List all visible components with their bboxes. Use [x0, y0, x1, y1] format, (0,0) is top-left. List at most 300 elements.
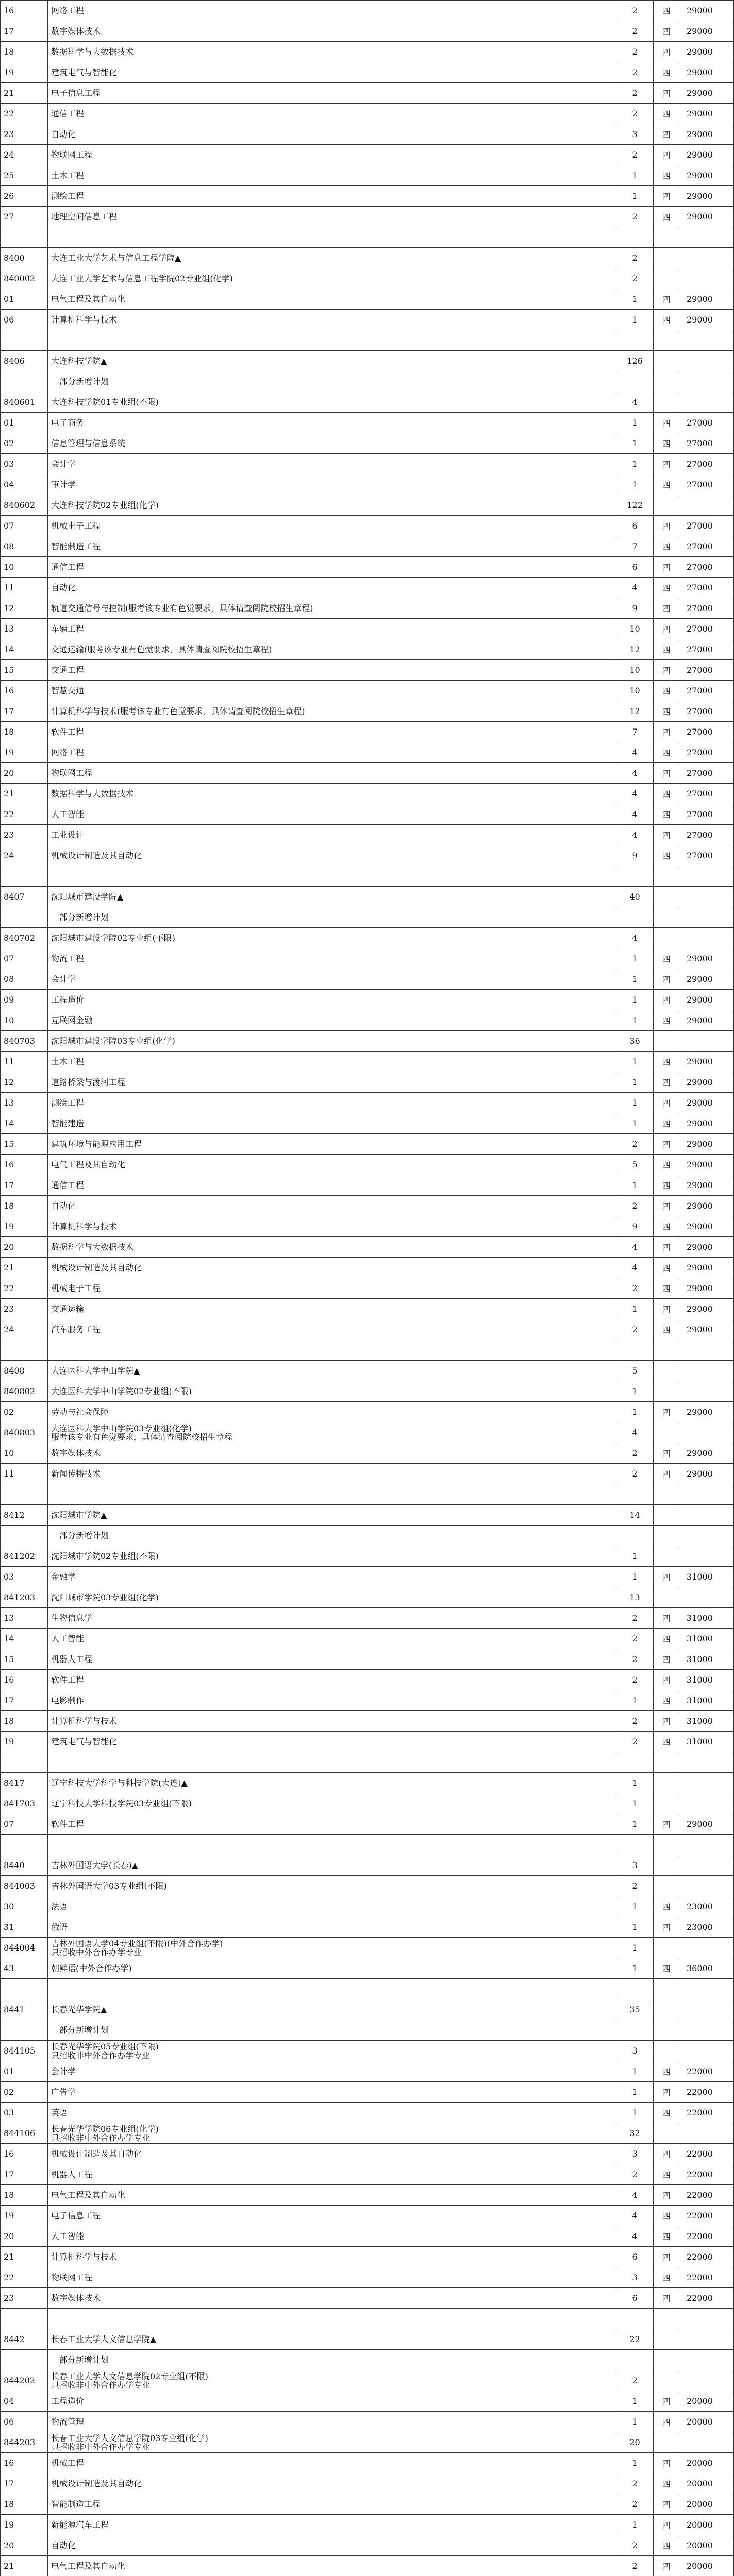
- table-row: [1, 1072, 734, 1093]
- row-fee: 27000: [679, 784, 734, 804]
- row-count: 4: [616, 1422, 654, 1443]
- row-name: 物联网工程: [47, 763, 616, 784]
- row-name: 自动化: [47, 578, 616, 598]
- row-fee: 31000: [679, 1670, 734, 1690]
- row-years: 四: [654, 2535, 679, 2556]
- table-row: [1, 268, 734, 289]
- row-fee: 29000: [679, 207, 734, 227]
- row-count: 1: [616, 1958, 654, 1979]
- row-code: 17: [1, 2473, 48, 2494]
- row-fee: 29000: [679, 62, 734, 83]
- row-years: 四: [654, 784, 679, 804]
- row-code: 840703: [1, 1031, 48, 1052]
- row-code: 13: [1, 619, 48, 639]
- row-code: 01: [1, 289, 48, 310]
- row-name: 机器人工程: [47, 2164, 616, 2185]
- row-count: 32: [616, 2123, 654, 2144]
- row-count: [616, 2020, 654, 2041]
- row-name: 网络工程: [47, 1, 616, 21]
- row-name: 沈阳城市学院03专业组(化学): [47, 1587, 616, 1608]
- row-count: 4: [616, 2185, 654, 2206]
- row-years: 四: [654, 1299, 679, 1319]
- row-years: [654, 248, 679, 268]
- row-years: 四: [654, 990, 679, 1010]
- row-code: 16: [1, 1, 48, 21]
- row-years: [654, 1938, 679, 1958]
- row-name: 辽宁科技大学科学与科技学院(大连)▲: [47, 1773, 616, 1793]
- row-code: 43: [1, 1958, 48, 1979]
- row-count: 1: [616, 2453, 654, 2473]
- row-years: 四: [654, 1917, 679, 1938]
- row-fee: 27000: [679, 845, 734, 866]
- row-fee: 29000: [679, 42, 734, 62]
- row-years: 四: [654, 1402, 679, 1422]
- row-name: 电气工程及其自动化: [47, 2185, 616, 2206]
- row-count: 35: [616, 1999, 654, 2020]
- table-row: [1, 1855, 734, 1876]
- table-row: [1, 2020, 734, 2041]
- row-fee: 29000: [679, 1258, 734, 1278]
- table-row: [1, 2226, 734, 2247]
- row-count: 7: [616, 722, 654, 742]
- row-name: 审计学: [47, 474, 616, 495]
- row-name: 广告学: [47, 2082, 616, 2103]
- table-row: [1, 454, 734, 474]
- row-count: 2: [616, 42, 654, 62]
- row-count: [616, 2350, 654, 2370]
- row-count: [616, 907, 654, 928]
- row-name: 机械电子工程: [47, 516, 616, 536]
- row-name: 长春工业大学人文信息学院03专业组(化学) 只招收非中外合作办学专业: [47, 2432, 616, 2453]
- row-code: 22: [1, 2267, 48, 2288]
- row-name: 沈阳城市建设学院03专业组(化学): [47, 1031, 616, 1052]
- row-count: 2: [616, 1649, 654, 1670]
- table-spacer-row: [1, 1835, 734, 1855]
- table-row: [1, 2453, 734, 2473]
- row-fee: 29000: [679, 1237, 734, 1258]
- row-name: 长春光华学院▲: [47, 1999, 616, 2020]
- row-years: [654, 371, 679, 392]
- row-count: 126: [616, 351, 654, 371]
- row-fee: 29000: [679, 1319, 734, 1340]
- row-years: 四: [654, 1608, 679, 1629]
- row-count: 4: [616, 392, 654, 413]
- row-code: 18: [1, 2494, 48, 2515]
- row-fee: 29000: [679, 21, 734, 42]
- row-years: [654, 1422, 679, 1443]
- row-code: 16: [1, 2453, 48, 2473]
- row-count: 36: [616, 1031, 654, 1052]
- row-years: 四: [654, 2185, 679, 2206]
- row-years: 四: [654, 619, 679, 639]
- row-years: 四: [654, 681, 679, 701]
- row-name: 数据科学与大数据技术: [47, 1237, 616, 1258]
- row-count: 2: [616, 268, 654, 289]
- row-count: 2: [616, 1278, 654, 1299]
- row-count: 9: [616, 598, 654, 619]
- row-fee: 27000: [679, 474, 734, 495]
- row-name: 物联网工程: [47, 2267, 616, 2288]
- table-row: [1, 124, 734, 145]
- spacer-cell: [654, 1835, 679, 1855]
- row-fee: 29000: [679, 1814, 734, 1835]
- row-name: 建筑电气与智能化: [47, 1732, 616, 1752]
- row-years: 四: [654, 186, 679, 207]
- row-fee: 20000: [679, 2391, 734, 2412]
- row-count: 2: [616, 62, 654, 83]
- row-years: 四: [654, 2226, 679, 2247]
- row-years: 四: [654, 2144, 679, 2164]
- row-fee: 27000: [679, 742, 734, 763]
- spacer-cell: [679, 227, 734, 248]
- row-code: 840002: [1, 268, 48, 289]
- spacer-cell: [47, 866, 616, 887]
- row-fee: 27000: [679, 413, 734, 433]
- table-row: [1, 1381, 734, 1402]
- row-count: 13: [616, 1587, 654, 1608]
- row-code: 02: [1, 433, 48, 454]
- row-years: 四: [654, 2247, 679, 2267]
- row-name: 自动化: [47, 2535, 616, 2556]
- table-row: [1, 1938, 734, 1958]
- table-row: [1, 557, 734, 578]
- spacer-cell: [616, 1752, 654, 1773]
- spacer-cell: [1, 227, 48, 248]
- row-count: 1: [616, 1113, 654, 1134]
- row-code: 01: [1, 2061, 48, 2082]
- row-fee: [679, 268, 734, 289]
- row-fee: [679, 1546, 734, 1567]
- row-fee: 29000: [679, 289, 734, 310]
- row-fee: [679, 1587, 734, 1608]
- row-name: 人工智能: [47, 2226, 616, 2247]
- row-count: 2: [616, 2494, 654, 2515]
- row-code: 11: [1, 1052, 48, 1072]
- row-years: [654, 887, 679, 907]
- table-row: [1, 2185, 734, 2206]
- row-name: 智能制造工程: [47, 2494, 616, 2515]
- row-code: 07: [1, 1814, 48, 1835]
- table-row: [1, 1464, 734, 1484]
- table-row: [1, 1299, 734, 1319]
- row-name: 大连医科大学中山学院▲: [47, 1361, 616, 1381]
- row-count: 4: [616, 825, 654, 845]
- spacer-cell: [654, 1752, 679, 1773]
- spacer-cell: [47, 1835, 616, 1855]
- row-years: 四: [654, 1567, 679, 1587]
- table-row: [1, 165, 734, 186]
- row-fee: 27000: [679, 681, 734, 701]
- row-code: 18: [1, 2185, 48, 2206]
- row-name: 交通运输: [47, 1299, 616, 1319]
- row-code: [1, 2350, 48, 2370]
- row-count: 2: [616, 248, 654, 268]
- row-code: 17: [1, 1175, 48, 1196]
- row-name: 部分新增计划: [47, 1526, 616, 1546]
- row-years: 四: [654, 310, 679, 330]
- row-years: 四: [654, 1134, 679, 1155]
- table-row: [1, 104, 734, 124]
- row-count: 1: [616, 1299, 654, 1319]
- table-row: [1, 1175, 734, 1196]
- row-name: 机械电子工程: [47, 1278, 616, 1299]
- spacer-cell: [616, 1979, 654, 1999]
- row-code: 16: [1, 1155, 48, 1175]
- row-fee: 27000: [679, 536, 734, 557]
- row-fee: 29000: [679, 1155, 734, 1175]
- row-years: [654, 1587, 679, 1608]
- row-fee: [679, 2350, 734, 2370]
- row-years: 四: [654, 2556, 679, 2576]
- row-name: 软件工程: [47, 722, 616, 742]
- row-fee: 29000: [679, 1175, 734, 1196]
- table-row: [1, 1690, 734, 1711]
- spacer-cell: [47, 1752, 616, 1773]
- row-fee: [679, 2370, 734, 2391]
- row-name: 大连科技学院▲: [47, 351, 616, 371]
- row-count: 2: [616, 1443, 654, 1464]
- row-count: 2: [616, 1876, 654, 1896]
- row-name: 地理空间信息工程: [47, 207, 616, 227]
- row-code: 26: [1, 186, 48, 207]
- spacer-cell: [1, 1752, 48, 1773]
- row-code: 04: [1, 2391, 48, 2412]
- row-code: 19: [1, 2515, 48, 2535]
- table-row: [1, 413, 734, 433]
- table-row: [1, 804, 734, 825]
- row-name: 会计学: [47, 969, 616, 990]
- row-years: [654, 1505, 679, 1526]
- row-years: 四: [654, 1010, 679, 1031]
- row-years: 四: [654, 165, 679, 186]
- row-name: 生物信息学: [47, 1608, 616, 1629]
- table-spacer-row: [1, 1484, 734, 1505]
- row-years: 四: [654, 413, 679, 433]
- row-code: 12: [1, 1072, 48, 1093]
- row-fee: [679, 2329, 734, 2350]
- row-fee: 27000: [679, 578, 734, 598]
- row-fee: 22000: [679, 2061, 734, 2082]
- row-name: 数字媒体技术: [47, 2288, 616, 2309]
- table-row: [1, 1917, 734, 1938]
- row-count: 1: [616, 186, 654, 207]
- row-name: 数据科学与大数据技术: [47, 784, 616, 804]
- row-name: 数字媒体技术: [47, 21, 616, 42]
- row-count: 6: [616, 2247, 654, 2267]
- row-count: 1: [616, 1010, 654, 1031]
- row-years: 四: [654, 1155, 679, 1175]
- row-code: 840702: [1, 928, 48, 948]
- row-code: 01: [1, 413, 48, 433]
- row-years: [654, 1793, 679, 1814]
- table-row: [1, 1010, 734, 1031]
- row-fee: 27000: [679, 722, 734, 742]
- row-code: 24: [1, 845, 48, 866]
- table-row: [1, 83, 734, 104]
- row-code: 841703: [1, 1793, 48, 1814]
- row-count: 1: [616, 1175, 654, 1196]
- row-years: 四: [654, 1196, 679, 1216]
- row-count: 2: [616, 1732, 654, 1752]
- table-row: [1, 1402, 734, 1422]
- row-code: 18: [1, 42, 48, 62]
- table-row: [1, 2515, 734, 2535]
- row-code: [1, 907, 48, 928]
- row-name: 车辆工程: [47, 619, 616, 639]
- row-years: [654, 268, 679, 289]
- spacer-cell: [654, 1340, 679, 1361]
- row-count: 5: [616, 1361, 654, 1381]
- row-name: 大连工业大学艺术与信息工程学院▲: [47, 248, 616, 268]
- spacer-cell: [679, 866, 734, 887]
- row-name: 长春光华学院06专业组(化学) 只招收非中外合作办学专业: [47, 2123, 616, 2144]
- spacer-cell: [47, 1340, 616, 1361]
- row-fee: [679, 1938, 734, 1958]
- table-row: [1, 2391, 734, 2412]
- row-code: 15: [1, 1649, 48, 1670]
- row-code: 840601: [1, 392, 48, 413]
- row-fee: 27000: [679, 557, 734, 578]
- row-code: 21: [1, 784, 48, 804]
- row-name: 数据科学与大数据技术: [47, 42, 616, 62]
- row-name: 土木工程: [47, 1052, 616, 1072]
- table-spacer-row: [1, 866, 734, 887]
- row-fee: 29000: [679, 1443, 734, 1464]
- table-row: [1, 1196, 734, 1216]
- row-fee: [679, 1793, 734, 1814]
- row-count: 6: [616, 516, 654, 536]
- row-code: 19: [1, 2206, 48, 2226]
- row-code: 21: [1, 1258, 48, 1278]
- table-row: [1, 1155, 734, 1175]
- row-count: 1: [616, 165, 654, 186]
- row-years: 四: [654, 2453, 679, 2473]
- table-row: [1, 536, 734, 557]
- row-years: 四: [654, 536, 679, 557]
- row-years: 四: [654, 2267, 679, 2288]
- row-years: [654, 1999, 679, 2020]
- row-years: [654, 2370, 679, 2391]
- row-code: 22: [1, 1278, 48, 1299]
- row-years: 四: [654, 1113, 679, 1134]
- row-name: 人工智能: [47, 1629, 616, 1649]
- spacer-cell: [1, 330, 48, 351]
- row-fee: 27000: [679, 825, 734, 845]
- table-row: [1, 2412, 734, 2432]
- row-code: 840802: [1, 1381, 48, 1402]
- row-years: [654, 1381, 679, 1402]
- row-code: 11: [1, 578, 48, 598]
- table-row: [1, 598, 734, 619]
- row-years: 四: [654, 2494, 679, 2515]
- row-name: 计算机科学与技术: [47, 1711, 616, 1732]
- row-code: 21: [1, 2556, 48, 2576]
- row-fee: 22000: [679, 2267, 734, 2288]
- row-code: 27: [1, 207, 48, 227]
- row-code: 10: [1, 557, 48, 578]
- table-row: [1, 351, 734, 371]
- row-years: 四: [654, 948, 679, 969]
- row-fee: 27000: [679, 804, 734, 825]
- row-fee: 22000: [679, 2206, 734, 2226]
- table-row: [1, 433, 734, 454]
- row-code: 13: [1, 1093, 48, 1113]
- table-row: [1, 681, 734, 701]
- row-fee: [679, 371, 734, 392]
- table-row: [1, 948, 734, 969]
- row-fee: 22000: [679, 2164, 734, 2185]
- row-name: 轨道交通信号与控制(服考该专业有色觉要求，具体请查阅院校招生章程): [47, 598, 616, 619]
- table-row: [1, 1258, 734, 1278]
- row-count: 20: [616, 2432, 654, 2453]
- row-years: [654, 2432, 679, 2453]
- row-code: 16: [1, 2144, 48, 2164]
- row-years: [654, 392, 679, 413]
- row-count: 1: [616, 2082, 654, 2103]
- row-code: 02: [1, 1402, 48, 1422]
- table-row: [1, 371, 734, 392]
- spacer-cell: [47, 227, 616, 248]
- row-code: 19: [1, 62, 48, 83]
- table-row: [1, 2247, 734, 2267]
- row-code: 07: [1, 516, 48, 536]
- row-fee: 31000: [679, 1690, 734, 1711]
- table-row: [1, 392, 734, 413]
- row-years: 四: [654, 1464, 679, 1484]
- row-name: 建筑电气与智能化: [47, 62, 616, 83]
- table-row: [1, 2206, 734, 2226]
- row-count: 1: [616, 433, 654, 454]
- row-count: 1: [616, 948, 654, 969]
- row-code: [1, 2020, 48, 2041]
- row-code: 8408: [1, 1361, 48, 1381]
- row-name: 测绘工程: [47, 1093, 616, 1113]
- row-code: 841202: [1, 1546, 48, 1567]
- row-code: 840602: [1, 495, 48, 516]
- row-count: 2: [616, 2556, 654, 2576]
- row-count: 1: [616, 1546, 654, 1567]
- table-spacer-row: [1, 1340, 734, 1361]
- row-fee: [679, 1505, 734, 1526]
- row-count: 1: [616, 1793, 654, 1814]
- spacer-cell: [679, 1752, 734, 1773]
- row-name: 工程造价: [47, 990, 616, 1010]
- row-code: 19: [1, 742, 48, 763]
- row-code: 8440: [1, 1855, 48, 1876]
- row-count: 2: [616, 21, 654, 42]
- table-row: [1, 289, 734, 310]
- row-count: 1: [616, 454, 654, 474]
- row-count: [616, 1526, 654, 1546]
- row-count: 2: [616, 2473, 654, 2494]
- row-count: 1: [616, 2061, 654, 2082]
- row-code: 23: [1, 825, 48, 845]
- row-code: 841203: [1, 1587, 48, 1608]
- row-name: 新闻传播技术: [47, 1464, 616, 1484]
- row-years: 四: [654, 42, 679, 62]
- spacer-cell: [1, 1484, 48, 1505]
- row-name: 会计学: [47, 2061, 616, 2082]
- table-row: [1, 1052, 734, 1072]
- row-fee: 29000: [679, 1072, 734, 1093]
- row-count: 1: [616, 474, 654, 495]
- row-code: 18: [1, 722, 48, 742]
- row-code: 17: [1, 701, 48, 722]
- table-row: [1, 825, 734, 845]
- row-years: 四: [654, 845, 679, 866]
- row-years: [654, 907, 679, 928]
- row-years: 四: [654, 2103, 679, 2123]
